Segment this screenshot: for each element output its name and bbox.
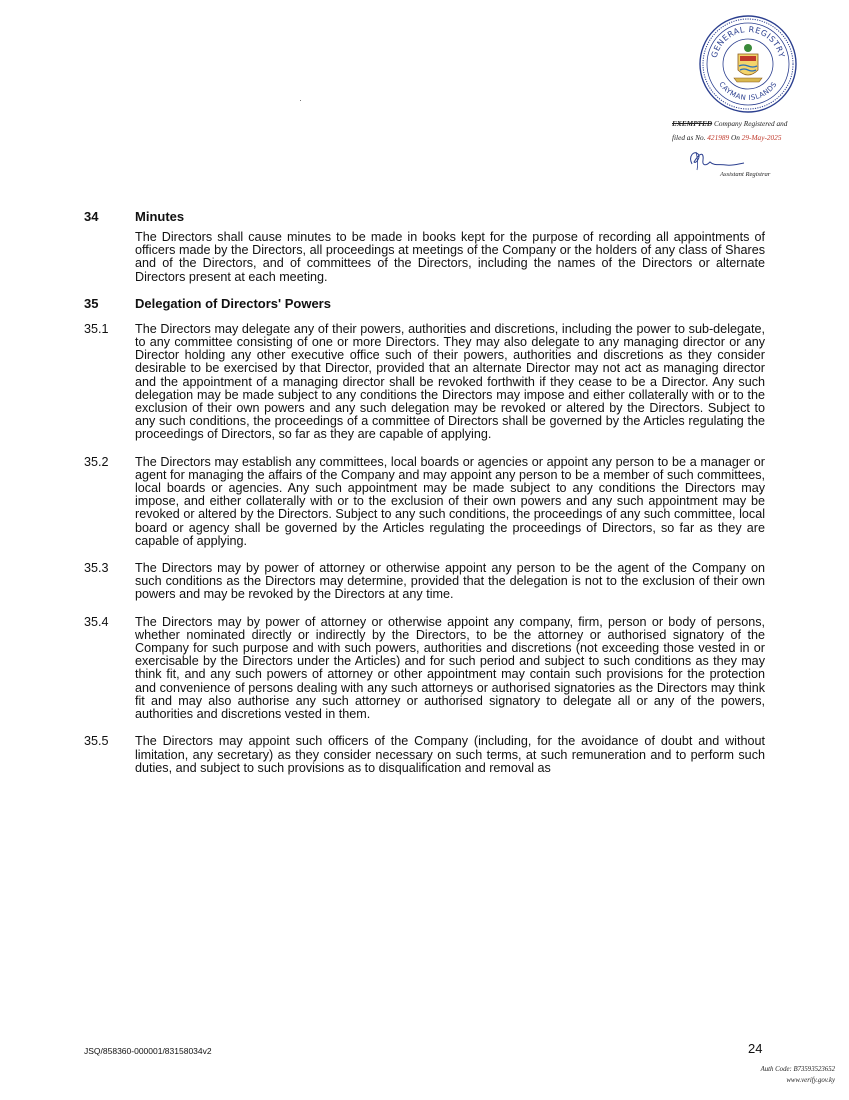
- clause-text: The Directors may delegate any of their powers, authorities and discretions, including the power to sub-delegate, to any committee consisting of one or more Directors. They may also delegate to any managing director or any Director holding any other executive office such of their powers, authorities and discretions as they consider desirable to be exercised by that Director, provided that an alternate Director may not act as managing director and the appointment of a managing director shall be revoked forthwith if they cease to be a Director. Any such delegation may be made subject to any conditions the Directors may impose and either collaterally with or to the exclusion of their own powers and any such delegation may be revoked or altered by the Directors. Subject to any such conditions, the proceedings of a committee of Directors shall be governed by the Articles regulating the proceedings of Directors, so far as they are capable of applying.: [135, 321, 765, 442]
- clause-35-5: [84, 735, 765, 775]
- filed-date: 29-May-2025: [741, 133, 782, 142]
- clause-number: 35.2: [84, 454, 109, 469]
- section-34-paragraph: The Directors shall cause minutes to be made in books kept for the purpose of recording all appointments of officers made by the Directors, all proceedings at meetings of the Company or the holders of any class of Shares and of the Directors, and of committees of the Directors, including the names of the Directors or alternate Directors present at each meeting.: [135, 230, 765, 284]
- section-number: 35: [84, 295, 99, 311]
- document-body: [84, 209, 765, 775]
- filed-number: 421989: [707, 133, 730, 142]
- clause-35-2: [84, 456, 765, 548]
- page-number: 24: [748, 1041, 763, 1056]
- registration-stamp: [672, 117, 842, 145]
- general-registry-seal: [698, 14, 798, 114]
- auth-block: [761, 1064, 835, 1086]
- stray-mark: [300, 100, 301, 101]
- clause-text: The Directors may appoint such officers of the Company (including, for the avoidance of doubt and without limitation, any secretary) as they consider necessary on such terms, at such remuneration and to perform such duties, and subject to such provisions as to disqualification and removal as: [135, 734, 765, 775]
- coat-of-arms-icon: [734, 44, 762, 82]
- section-title: Minutes: [135, 209, 185, 224]
- clause-text: The Directors may by power of attorney or otherwise appoint any person to be the agent of the Company on such conditions as the Directors may determine, provided that the delegation is not to the exclusion of their own powers and may be revoked by the Directors at any time.: [135, 561, 765, 602]
- clause-35-3: [84, 562, 765, 602]
- seal-bottom-text: CAYMAN ISLANDS: [717, 80, 779, 103]
- clause-text: The Directors may establish any committees, local boards or agencies or appoint any person to be a manager or agent for managing the affairs of the Company and may appoint any person to be a member of such committees, local boards or agencies. Any such appointment may be made subject to any conditions the Directors may impose, and either collaterally with or to the exclusion of their own powers and any such appointment may be revoked or altered by the Directors. Subject to any such conditions, the proceedings of any such committee, local board or agency shall be governed by the Articles regulating the proceedings of Directors, so far as they are capable of applying.: [135, 454, 765, 548]
- registrar-signature: [686, 146, 746, 174]
- auth-code: Auth Code: B73593523652: [760, 1066, 835, 1073]
- section-title: Delegation of Directors' Powers: [135, 295, 331, 311]
- clause-number: 35.3: [84, 561, 109, 576]
- clause-35-1: [84, 323, 765, 442]
- document-reference: JSQ/858360-000001/83158034v2: [84, 1046, 212, 1056]
- section-34-heading: [84, 209, 765, 225]
- clause-number: 35.5: [84, 734, 109, 749]
- exempted-label: EXEMPTED: [672, 119, 713, 128]
- clause-text: The Directors may by power of attorney or otherwise appoint any company, firm, person or body of persons, whether nominated directly or indirectly by the Directors, to be the attorney or authorised signatory of the Company for such purpose and with such powers, authorities and discretions (not exceeding those vested in or exercisable by the Directors under the Articles) and for such period and subject to such conditions as they may think fit, and any such powers of attorney or other appointment may contain such provisions for the protection and convenience of persons dealing with any such attorneys or authorised signatories as the Directors may think fit and may also authorise any such attorney or authorised signatory to delegate all or any of the powers, authorities and discretions vested in them.: [135, 614, 765, 722]
- section-35-heading: [84, 296, 765, 312]
- verify-url: www.verify.gov.ky: [786, 1077, 835, 1084]
- clause-35-4: [84, 616, 765, 722]
- seal-top-text: GENERAL REGISTRY: [709, 24, 787, 59]
- registered-text: Company Registered and: [712, 119, 788, 128]
- assistant-registrar-label: Assistant Registrar: [720, 171, 771, 178]
- filed-prefix: filed as No.: [672, 133, 708, 142]
- section-number: 34: [84, 209, 99, 224]
- on-text: On: [729, 133, 742, 142]
- clause-number: 35.1: [84, 321, 109, 336]
- clause-number: 35.4: [84, 614, 109, 629]
